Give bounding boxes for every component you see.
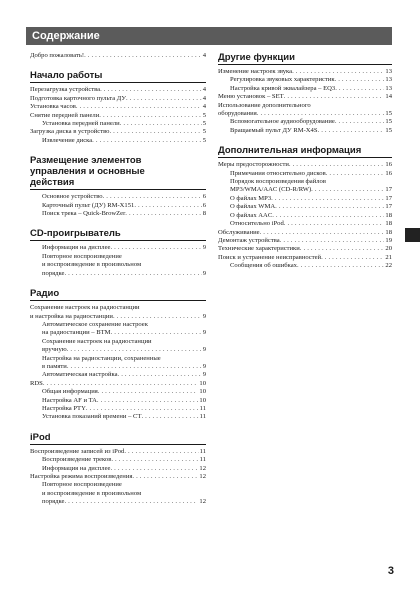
toc-entry-last-line — [230, 186, 392, 194]
toc-entry-last-line — [30, 86, 206, 94]
toc-entry-text: Настройка режима воспроизведения — [30, 473, 133, 480]
toc-entry[interactable] — [30, 473, 206, 481]
toc-entry[interactable] — [218, 237, 392, 245]
toc-entry-text: Автоматическая настройка — [42, 371, 118, 379]
dot-leader — [103, 193, 202, 201]
toc-page-number: 11 — [199, 447, 206, 455]
toc-entry-text: О файлах WMA — [230, 203, 276, 211]
toc-entry-text: Информация на дисплее — [42, 464, 111, 472]
toc-entry[interactable] — [30, 405, 206, 413]
toc-entry[interactable] — [30, 321, 206, 338]
toc-entry[interactable] — [30, 481, 206, 506]
dot-leader — [271, 195, 384, 203]
toc-entry[interactable] — [218, 254, 392, 262]
toc-page-number: 15 — [385, 126, 392, 134]
toc-entry-last-line — [42, 210, 206, 218]
section-tab-marker — [405, 228, 420, 242]
toc-entry-text: вручную — [42, 346, 67, 354]
toc-entry-text: Технические характеристики — [218, 245, 300, 253]
toc-page-number: 18 — [385, 228, 392, 236]
toc-entry[interactable] — [30, 371, 206, 379]
toc-page-number: 17 — [385, 186, 392, 194]
toc-entry-last-line — [30, 473, 206, 481]
dot-leader — [272, 212, 384, 220]
toc-entry-last-line — [218, 68, 392, 76]
toc-page-number: 14 — [385, 93, 392, 101]
toc-entry-last-line — [42, 363, 206, 371]
toc-entry-text: в памяти — [42, 362, 67, 370]
section-start — [30, 70, 206, 145]
heading-line: CD-проигрыватель — [30, 228, 121, 240]
dot-leader — [335, 118, 385, 126]
toc-entry-last-line — [218, 254, 392, 262]
toc-entry[interactable] — [30, 448, 206, 456]
toc-page-number: 5 — [202, 128, 206, 136]
toc-entry-text: Загрузка диска в устройство — [30, 128, 110, 136]
toc-entry-last-line — [218, 229, 392, 237]
toc-entry-text: Регулировка звуковых характеристик — [230, 76, 335, 84]
toc-entry-last-line — [30, 448, 206, 456]
toc-entry[interactable] — [30, 397, 206, 405]
toc-entry-last-line — [230, 195, 392, 203]
toc-page-number: 9 — [202, 346, 206, 354]
toc-entry-last-line — [218, 110, 392, 118]
section-other — [218, 52, 392, 135]
heading-radio — [30, 288, 206, 301]
toc-entry[interactable] — [30, 253, 206, 278]
heading-line: Начало работы — [30, 70, 103, 82]
toc-entry-last-line — [42, 346, 206, 354]
heading-line: Другие функции — [218, 52, 295, 63]
toc-entry-text: Перезагрузка устройства — [30, 86, 101, 94]
toc-entry[interactable] — [218, 118, 392, 126]
dot-leader — [110, 244, 201, 252]
toc-entry-last-line — [218, 245, 392, 253]
toc-entry-last-line — [42, 405, 206, 413]
toc-entry[interactable] — [30, 86, 206, 94]
toc-entry-last-line — [30, 313, 206, 321]
heading-line: Радио — [30, 288, 60, 300]
toc-entry-text: О файлах MP3 — [230, 194, 272, 202]
contents-banner: Содержание — [26, 27, 392, 45]
heading-ipod — [30, 432, 206, 445]
toc-entry[interactable] — [218, 102, 392, 119]
toc-page-number: 9 — [202, 329, 206, 337]
toc-page-number: 22 — [385, 262, 392, 270]
toc-entry-text: и настройка на радиостанции — [30, 312, 113, 320]
dot-leader — [111, 329, 202, 337]
toc-entry[interactable] — [218, 203, 392, 211]
dot-leader — [109, 128, 201, 136]
toc-page-number: 8 — [202, 210, 206, 218]
toc-entry-last-line — [42, 498, 206, 506]
toc-entry-last-line — [42, 397, 206, 405]
toc-page-number: 17 — [385, 194, 392, 202]
toc-entry[interactable] — [30, 413, 206, 421]
dot-leader — [289, 161, 385, 169]
toc-entry[interactable] — [30, 355, 206, 372]
toc-entry[interactable] — [30, 304, 206, 321]
heading-other — [218, 52, 392, 65]
dot-leader — [120, 120, 202, 128]
toc-page-number: 6 — [202, 201, 206, 209]
toc-entry-text: и воспроизведение в произвольном — [42, 489, 142, 497]
toc-left-column — [30, 52, 206, 507]
toc-entry[interactable] — [30, 388, 206, 396]
heading-line: iPod — [30, 431, 51, 443]
dot-leader — [141, 413, 198, 421]
toc-page-number: 4 — [202, 86, 206, 94]
toc-entry-text: Вращаемый пульт ДУ RM-X4S — [230, 126, 318, 134]
dot-leader — [284, 220, 385, 228]
entries-radio — [30, 304, 206, 422]
toc-entry-text: Относительно iPod — [230, 220, 284, 228]
entries-controls — [30, 193, 206, 218]
toc-entry-text: на радиостанции – BTM — [42, 329, 111, 337]
toc-entry[interactable] — [218, 93, 392, 101]
dot-leader — [125, 210, 201, 218]
toc-page-number: 9 — [202, 312, 206, 320]
toc-entry[interactable] — [30, 380, 206, 388]
heading-line: Дополнительная информация — [218, 145, 362, 157]
toc-entry-last-line — [42, 371, 206, 379]
toc-entry-text: Автоматическое сохранение настроек — [42, 320, 148, 328]
dot-leader — [98, 388, 199, 396]
toc-page-number: 4 — [202, 103, 206, 111]
toc-entry-text: Порядок воспроизведения файлов — [230, 178, 326, 186]
toc-entry[interactable] — [218, 262, 392, 270]
dot-leader — [335, 76, 385, 84]
dot-leader — [43, 380, 199, 388]
toc-right-column — [218, 52, 392, 271]
dot-leader — [318, 127, 385, 135]
toc-page-number: 17 — [385, 203, 392, 211]
toc-entry-text: RDS — [30, 379, 43, 387]
toc-entry[interactable] — [30, 95, 206, 103]
toc-page-number: 21 — [385, 253, 392, 261]
toc-entry-text: Демонтаж устройства — [218, 236, 280, 244]
heading-extra — [218, 145, 392, 158]
toc-entry-text: Меню установок – SET — [218, 93, 284, 101]
toc-page-number: 16 — [385, 169, 392, 177]
toc-entry[interactable] — [218, 212, 392, 220]
toc-entry-last-line — [230, 170, 392, 178]
toc-page-number: 20 — [385, 245, 392, 253]
toc-entry-text: Использование дополнительного — [218, 101, 311, 109]
toc-entry[interactable] — [218, 76, 392, 84]
toc-entry[interactable] — [30, 193, 206, 201]
toc-entry-text: Изменение настроек звука — [218, 68, 293, 75]
entries-cd — [30, 244, 206, 278]
toc-entry[interactable] — [30, 112, 206, 120]
toc-entry-text: Снятие передней панели — [30, 111, 100, 119]
dot-leader — [132, 473, 198, 481]
toc-entry-text: порядке — [42, 269, 65, 277]
toc-entry[interactable] — [218, 245, 392, 253]
section-extra — [218, 145, 392, 270]
toc-entry-text: Сохранение настроек на радиостанции — [42, 337, 152, 345]
toc-entry[interactable] — [30, 137, 206, 145]
toc-entry-last-line — [42, 456, 206, 464]
heading-line: действия — [30, 177, 75, 189]
dot-leader — [84, 52, 202, 60]
toc-entry[interactable] — [30, 244, 206, 252]
dot-leader — [260, 229, 385, 237]
toc-entry-text: Настройка на радиостанции, сохраненные — [42, 354, 161, 362]
toc-entry-last-line — [42, 244, 206, 252]
toc-page-number: 12 — [199, 498, 206, 506]
toc-entry[interactable] — [218, 178, 392, 195]
toc-entry-text: Извлечение диска — [42, 136, 93, 144]
toc-entry[interactable] — [30, 465, 206, 473]
dot-leader — [92, 137, 202, 145]
toc-page-number: 18 — [385, 220, 392, 228]
toc-page-number: 11 — [199, 404, 206, 412]
toc-entry-text: Подготовка карточного пульта ДУ — [30, 94, 127, 102]
toc-entry-last-line — [30, 112, 206, 120]
dot-leader — [297, 262, 384, 270]
section-ipod — [30, 432, 206, 507]
dot-leader — [321, 254, 384, 262]
toc-entry-text: и воспроизведение в произвольном — [42, 261, 142, 269]
toc-entry[interactable] — [218, 220, 392, 228]
entries-extra — [218, 161, 392, 270]
toc-entry-text: Основное устройство — [42, 193, 103, 201]
dot-leader — [134, 202, 201, 210]
dot-leader — [64, 270, 201, 278]
toc-page-number: 16 — [385, 161, 392, 169]
toc-entry[interactable] — [218, 161, 392, 169]
toc-entry[interactable] — [30, 128, 206, 136]
section-controls — [30, 155, 206, 218]
toc-entry-text: Установка передней панели — [42, 120, 120, 128]
toc-entry-text: Установка показаний времени – CT — [42, 413, 142, 421]
toc-page-number: 9 — [202, 362, 206, 370]
toc-entry-last-line — [42, 388, 206, 396]
toc-page-number: 9 — [202, 244, 206, 252]
toc-entry[interactable] — [30, 52, 206, 60]
toc-page-number: 12 — [199, 464, 206, 472]
toc-entry-text: Воспроизведение треков — [42, 456, 112, 464]
toc-entry[interactable] — [218, 229, 392, 237]
toc-entry-text: MP3/WMA/AAC (CD-R/RW) — [230, 186, 312, 194]
toc-entry-last-line — [42, 270, 206, 278]
dot-leader — [335, 85, 384, 93]
toc-entry-last-line — [230, 76, 392, 84]
toc-entry-text: Воспроизведение записей из iPod — [30, 447, 125, 455]
toc-page-number: 4 — [202, 52, 206, 59]
toc-entry-last-line — [42, 137, 206, 145]
dot-leader — [99, 112, 201, 120]
toc-entry-text: Карточный пульт (ДУ) RM-X151 — [42, 201, 135, 209]
toc-entry-text: Сообщения об ошибках — [230, 262, 297, 270]
toc-entry[interactable] — [218, 127, 392, 135]
toc-entry-text: Установка часов — [30, 103, 76, 111]
toc-entry-last-line — [230, 118, 392, 126]
dot-leader — [275, 203, 384, 211]
toc-page-number: 19 — [385, 236, 392, 244]
toc-entry-last-line — [42, 120, 206, 128]
section-radio — [30, 288, 206, 422]
toc-entry-last-line — [230, 220, 392, 228]
toc-entry-text: оборудования — [218, 110, 257, 118]
toc-entry-last-line — [230, 127, 392, 135]
toc-entry-last-line — [30, 128, 206, 136]
toc-entry-text: порядке — [42, 498, 65, 506]
toc-entry-last-line — [42, 202, 206, 210]
toc-page-number: 13 — [385, 84, 392, 92]
toc-entry-last-line — [218, 161, 392, 169]
dot-leader — [67, 346, 202, 354]
toc-entry-last-line — [230, 212, 392, 220]
toc-entry[interactable] — [30, 210, 206, 218]
heading-cd — [30, 228, 206, 241]
toc-entry-text: Примечания относительно дисков — [230, 169, 326, 177]
toc-page-number: 4 — [202, 94, 206, 102]
heading-controls — [30, 155, 206, 190]
toc-entry-text: Информация на дисплее — [42, 244, 111, 252]
heading-line: Размещение элементов — [30, 155, 142, 167]
heading-line: управления и основные — [30, 166, 145, 178]
toc-entry-text: Повторное воспроизведение — [42, 252, 122, 260]
toc-entry-last-line — [42, 465, 206, 473]
toc-page-number: 6 — [202, 193, 206, 201]
toc-entry-last-line — [218, 93, 392, 101]
toc-entry[interactable] — [218, 170, 392, 178]
intro-list — [30, 52, 206, 60]
toc-page-number: 15 — [385, 110, 392, 118]
toc-entry-last-line — [42, 193, 206, 201]
toc-page-number: 10 — [199, 396, 206, 404]
toc-entry-last-line — [30, 95, 206, 103]
toc-entry-text: О файлах AAC — [230, 211, 273, 219]
toc-entry-text: Поиск и устранение неисправностей — [218, 253, 322, 261]
toc-entry-text: Настройка AF и TA — [42, 396, 97, 404]
toc-page-number: 18 — [385, 211, 392, 219]
toc-entry-text: Повторное воспроизведение — [42, 481, 122, 489]
toc-page-number: 13 — [385, 76, 392, 84]
toc-entry-last-line — [42, 329, 206, 337]
toc-page-number: 5 — [202, 120, 206, 128]
toc-entry-text: Настройка кривой эквалайзера – EQ3 — [230, 84, 336, 92]
toc-entry-last-line — [30, 380, 206, 388]
toc-entry[interactable] — [30, 202, 206, 210]
dot-leader — [86, 405, 199, 413]
toc-entry-last-line — [30, 52, 206, 60]
toc-entry-last-line — [230, 262, 392, 270]
entries-start — [30, 86, 206, 145]
entries-other — [218, 68, 392, 135]
toc-page-number: 11 — [199, 413, 206, 421]
dot-leader — [126, 95, 202, 103]
toc-entry-text: Настройка PTY — [42, 404, 86, 412]
toc-entry-text: Добро пожаловать! — [30, 52, 85, 59]
dot-leader — [113, 313, 202, 321]
entries-ipod — [30, 448, 206, 507]
dot-leader — [284, 93, 385, 101]
section-cd — [30, 228, 206, 278]
dot-leader — [311, 186, 384, 194]
toc-entry-last-line — [230, 85, 392, 93]
page-number: 3 — [387, 565, 394, 577]
toc-entry-text: Вспомогательное аудиооборудование — [230, 118, 335, 126]
dot-leader — [300, 245, 385, 253]
toc-entry[interactable] — [30, 456, 206, 464]
dot-leader — [67, 363, 202, 371]
toc-page-number: 10 — [199, 379, 206, 387]
toc-entry-text: Поиск трека – Quick-BrowZer — [42, 210, 126, 218]
dot-leader — [76, 103, 202, 111]
dot-leader — [326, 170, 385, 178]
toc-page-number: 5 — [202, 111, 206, 119]
toc-page-number: 10 — [199, 388, 206, 396]
toc-entry[interactable] — [218, 195, 392, 203]
dot-leader — [110, 465, 198, 473]
dot-leader — [118, 371, 202, 379]
toc-entry-last-line — [218, 237, 392, 245]
toc-entry-text: Меры предосторожности — [218, 161, 289, 169]
dot-leader — [64, 498, 198, 506]
toc-entry[interactable] — [218, 85, 392, 93]
toc-entry-last-line — [230, 203, 392, 211]
toc-entry[interactable] — [218, 68, 392, 76]
toc-page-number: 9 — [202, 269, 206, 277]
dot-leader — [257, 110, 385, 118]
dot-leader — [111, 456, 198, 464]
heading-start — [30, 70, 206, 83]
dot-leader — [100, 86, 202, 94]
toc-entry[interactable] — [30, 103, 206, 111]
toc-entry-last-line — [42, 413, 206, 421]
toc-page-number: 13 — [385, 68, 392, 75]
toc-page-number: 15 — [385, 118, 392, 126]
toc-entry-text: Общая информация — [42, 388, 98, 396]
dot-leader — [97, 397, 199, 405]
toc-page-number: 9 — [202, 371, 206, 379]
toc-entry[interactable] — [30, 120, 206, 128]
toc-entry-text: Сохранение настроек на радиостанции — [30, 304, 140, 312]
toc-entry-text: Обслуживание — [218, 228, 260, 236]
dot-leader — [292, 68, 384, 76]
toc-entry-last-line — [30, 103, 206, 111]
dot-leader — [280, 237, 385, 245]
toc-entry[interactable] — [30, 338, 206, 355]
toc-page-number: 12 — [199, 473, 206, 480]
dot-leader — [124, 448, 198, 456]
toc-page-number: 11 — [199, 456, 206, 464]
toc-page-number: 5 — [202, 136, 206, 144]
